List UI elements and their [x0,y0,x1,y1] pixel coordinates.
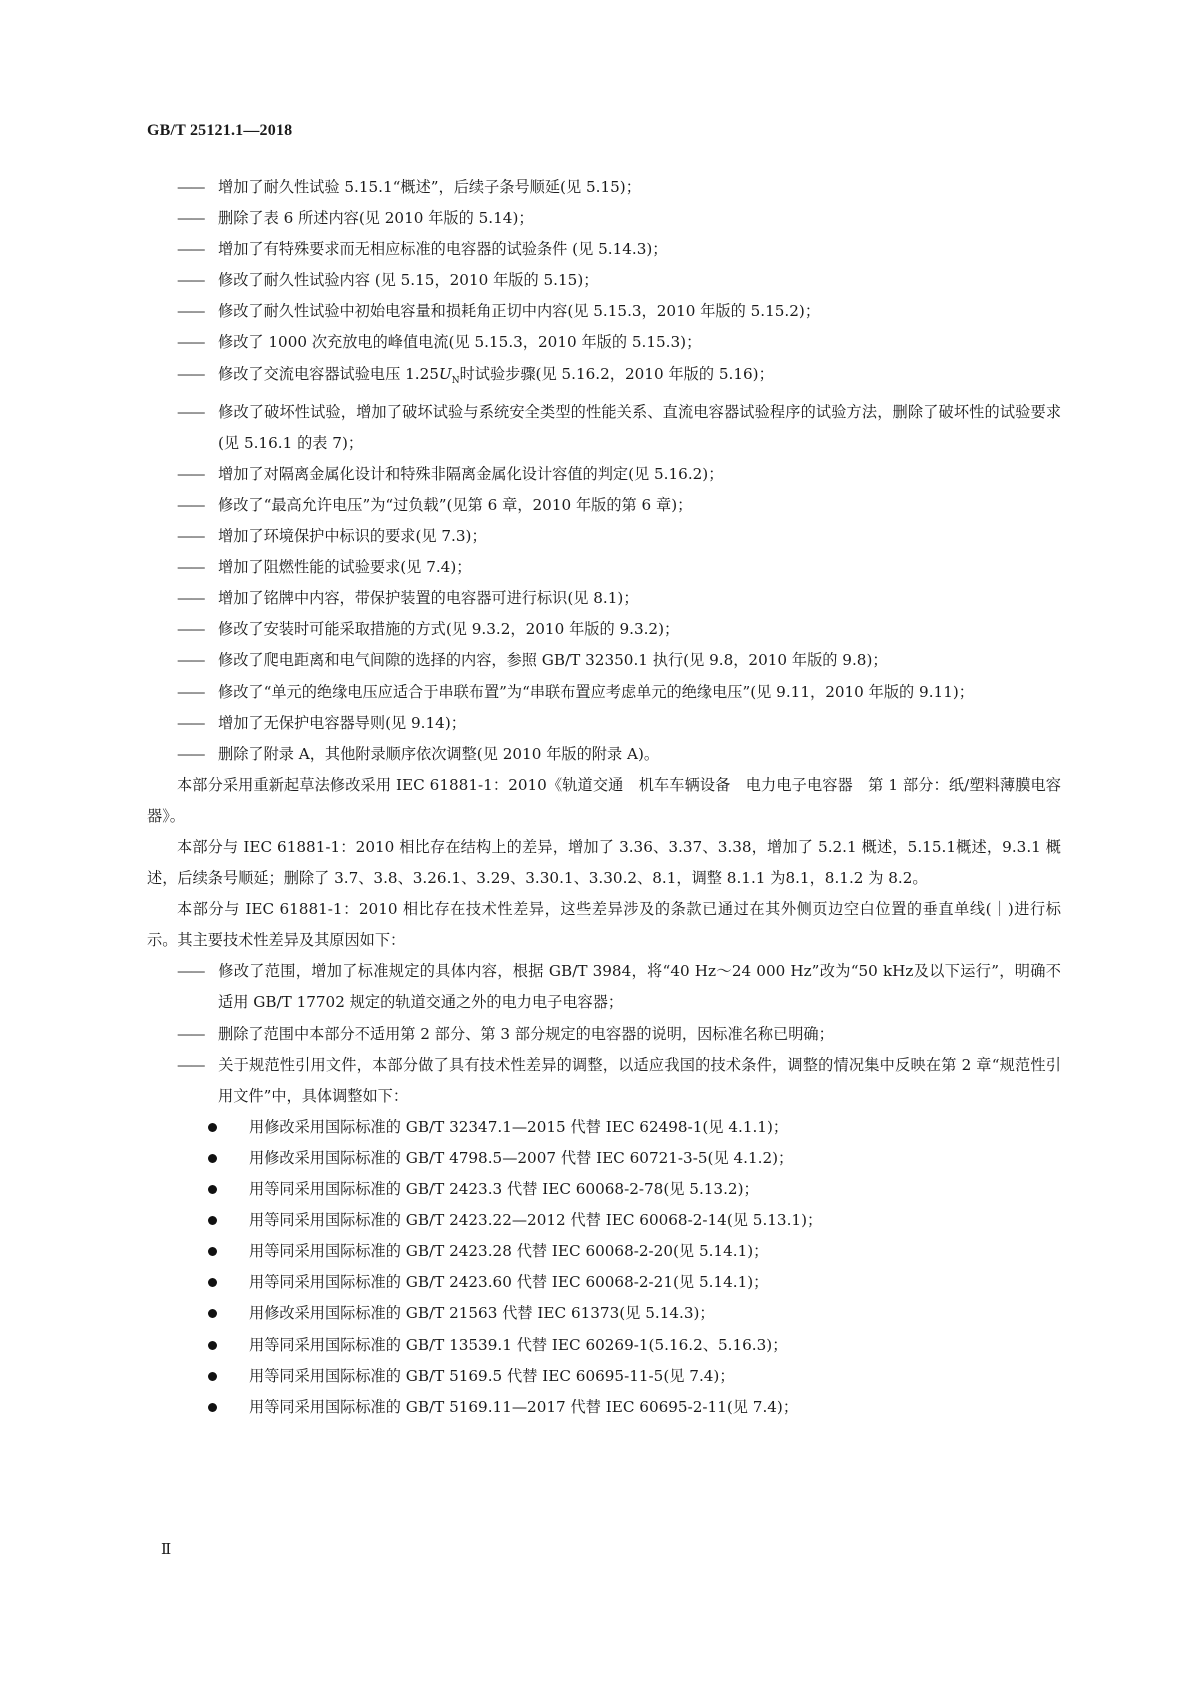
change-item [147,552,1061,583]
document-number-header: GB/T 25121.1—2018 [147,122,293,139]
em-dash-marker: —— [177,271,204,290]
change-item-text: 修改了爬电距离和电气间隙的选择的内容，参照 GB/T 32350.1 执行(见 9.8，2010 年版的 9.8)； [218,651,888,670]
change-item [147,397,1061,459]
changes-list [147,172,1061,770]
structural-diff-paragraph: 本部分与 IEC 61881-1：2010 相比存在结构上的差异，增加了 3.36、3.37、3.38，增加了 5.2.1 概述，5.15.1概述，9.3.1 概述，后续条号顺延；删除了 3.7、3.8、3.26.1、3.29、3.30.1、3.30.2、8.1，调整 8.1.1 为8.1，8.1.2 为 8.2。 [147,838,1061,888]
change-item [147,708,1061,739]
replacement-list [147,1112,1061,1423]
change-item [147,459,1061,490]
change-item-text: 修改了 1000 次充放电的峰值电流(见 5.15.3，2010 年版的 5.15.3)； [218,333,702,352]
change-item [147,172,1061,203]
em-dash-marker: —— [177,527,204,546]
bullet-icon [208,1403,217,1412]
replacement-item-text: 用等同采用国际标准的 GB/T 2423.60 代替 IEC 60068-2-21(见 5.14.1)； [249,1273,769,1292]
change-item-text: 修改了“最高允许电压”为“过负载”(见第 6 章，2010 年版的第 6 章)； [218,495,693,514]
change-item [147,359,1061,397]
replacement-item-text: 用等同采用国际标准的 GB/T 2423.3 代替 IEC 60068-2-78(见 5.13.2)； [249,1180,759,1199]
replacement-item [147,1143,1061,1174]
tech-diff-item [147,1019,1061,1050]
replacement-item-text: 用等同采用国际标准的 GB/T 2423.28 代替 IEC 60068-2-20(见 5.14.1)； [249,1242,769,1261]
replacement-item-text: 用修改采用国际标准的 GB/T 4798.5—2007 代替 IEC 60721-3-5(见 4.1.2)； [249,1148,794,1167]
change-item-text: 增加了环境保护中标识的要求(见 7.3)； [218,527,487,546]
em-dash-marker: —— [177,589,204,608]
em-dash-marker: —— [177,558,204,577]
change-item [147,203,1061,234]
em-dash-marker: —— [177,682,204,701]
bullet-icon [208,1278,217,1287]
change-item [147,645,1061,676]
replacement-item-text: 用等同采用国际标准的 GB/T 2423.22—2012 代替 IEC 60068-2-14(见 5.13.1)； [249,1211,823,1230]
replacement-item [147,1112,1061,1143]
em-dash-marker: —— [177,302,204,321]
em-dash-marker: —— [177,240,204,259]
em-dash-marker: —— [177,651,204,670]
change-item-text: 增加了阻燃性能的试验要求(见 7.4)； [218,558,472,577]
replacement-item [147,1174,1061,1205]
change-item [147,521,1061,552]
replacement-item [147,1205,1061,1236]
bullet-icon [208,1185,217,1194]
change-item-text: 修改了破坏性试验，增加了破坏试验与系统安全类型的性能关系、直流电容器试验程序的试验方法，删除了破坏性的试验要求(见 5.16.1 的表 7)； [218,402,1061,452]
change-item-text: 增加了无保护电容器导则(见 9.14)； [218,713,466,732]
replacement-item [147,1267,1061,1298]
change-item-text: 修改了耐久性试验内容 (见 5.15，2010 年版的 5.15)； [218,271,599,290]
tech-diff-item [147,1050,1061,1112]
em-dash-marker: —— [177,333,204,352]
tech-diff-item-text: 删除了范围中本部分不适用第 2 部分、第 3 部分规定的电容器的说明，因标准名称已明确； [218,1024,834,1043]
change-item-text: 增加了耐久性试验 5.15.1“概述”，后续子条号顺延(见 5.15)； [218,178,641,196]
em-dash-marker: —— [177,1024,204,1043]
change-item [147,677,1061,708]
bullet-icon [208,1341,217,1350]
replacement-item-text: 用修改采用国际标准的 GB/T 32347.1—2015 代替 IEC 62498-1(见 4.1.1)； [249,1117,789,1136]
replacement-item [147,1330,1061,1361]
tech-diff-item-text: 修改了范围，增加了标准规定的具体内容，根据 GB/T 3984，将“40 Hz～24 000 Hz”改为“50 kHz及以下运行”，明确不适用 GB/T 17702 规定的轨道交通之外的电力电子电容器； [218,962,1061,1012]
document-body [147,172,1061,1423]
change-item-text: 删除了附录 A，其他附录顺序依次调整(见 2010 年版的附录 A)。 [218,744,660,763]
change-item [147,234,1061,265]
em-dash-marker: —— [177,464,204,483]
bullet-icon [208,1247,217,1256]
replacement-item [147,1236,1061,1267]
replacement-item-text: 用等同采用国际标准的 GB/T 5169.11—2017 代替 IEC 60695-2-11(见 7.4)； [249,1397,799,1416]
change-item [147,583,1061,614]
change-item-text: 删除了表 6 所述内容(见 2010 年版的 5.14)； [218,209,534,228]
bullet-icon [208,1123,217,1132]
tech-diff-item [147,956,1061,1018]
change-item-text: 增加了有特殊要求而无相应标准的电容器的试验条件 (见 5.14.3)； [218,240,668,259]
change-item [147,739,1061,770]
bullet-icon [208,1154,217,1163]
em-dash-marker: —— [177,713,204,732]
em-dash-marker: —— [177,1055,204,1074]
change-item-text: 增加了铭牌中内容，带保护装置的电容器可进行标识(见 8.1)； [218,589,639,608]
change-item [147,327,1061,358]
adoption-paragraph: 本部分采用重新起草法修改采用 IEC 61881-1：2010《轨道交通 机车车辆设备 电力电子电容器 第 1 部分：纸/塑料薄膜电容器》。 [147,775,1061,825]
em-dash-marker: —— [177,364,204,383]
change-item-text: 增加了对隔离金属化设计和特殊非隔离金属化设计容值的判定(见 5.16.2)； [218,464,724,483]
em-dash-marker: —— [177,495,204,514]
em-dash-marker: —— [177,962,204,981]
replacement-item-text: 用修改采用国际标准的 GB/T 21563 代替 IEC 61373(见 5.14.3)； [249,1304,715,1323]
page-number: Ⅱ [161,1542,172,1558]
change-item-text: 修改了耐久性试验中初始电容量和损耗角正切中内容(见 5.15.3，2010 年版的 5.15.2)； [218,302,821,321]
em-dash-marker: —— [177,744,204,763]
replacement-item [147,1392,1061,1423]
change-item [147,265,1061,296]
technical-diff-paragraph: 本部分与 IEC 61881-1：2010 相比存在技术性差异，这些差异涉及的条款已通过在其外侧页边空白位置的垂直单线(｜)进行标示。其主要技术性差异及其原因如下： [147,900,1061,950]
change-item-text: 修改了“单元的绝缘电压应适合于串联布置”为“串联布置应考虑单元的绝缘电压”(见 9.11，2010 年版的 9.11)； [218,682,974,701]
bullet-icon [208,1216,217,1225]
tech-diff-item-text: 关于规范性引用文件，本部分做了具有技术性差异的调整，以适应我国的技术条件，调整的情况集中反映在第 2 章“规范性引用文件”中，具体调整如下： [218,1055,1061,1105]
em-dash-marker: —— [177,209,204,228]
change-item [147,490,1061,521]
bullet-icon [208,1309,217,1318]
bullet-icon [208,1372,217,1381]
change-item-text: 修改了安装时可能采取措施的方式(见 9.3.2，2010 年版的 9.3.2)； [218,620,680,639]
em-dash-marker: —— [177,620,204,639]
change-item-text: 修改了交流电容器试验电压 $1.25U_N$时试验步骤(见 5.16.2，2010 年版的 5.16)； [218,364,774,386]
change-item [147,296,1061,327]
replacement-item [147,1361,1061,1392]
tech-diff-list [147,956,1061,1111]
replacement-item [147,1298,1061,1329]
em-dash-marker: —— [177,178,204,196]
replacement-item-text: 用等同采用国际标准的 GB/T 13539.1 代替 IEC 60269-1(5.16.2、5.16.3)； [249,1335,788,1354]
replacement-item-text: 用等同采用国际标准的 GB/T 5169.5 代替 IEC 60695-11-5(见 7.4)； [249,1366,735,1385]
change-item [147,614,1061,645]
em-dash-marker: —— [177,402,204,421]
